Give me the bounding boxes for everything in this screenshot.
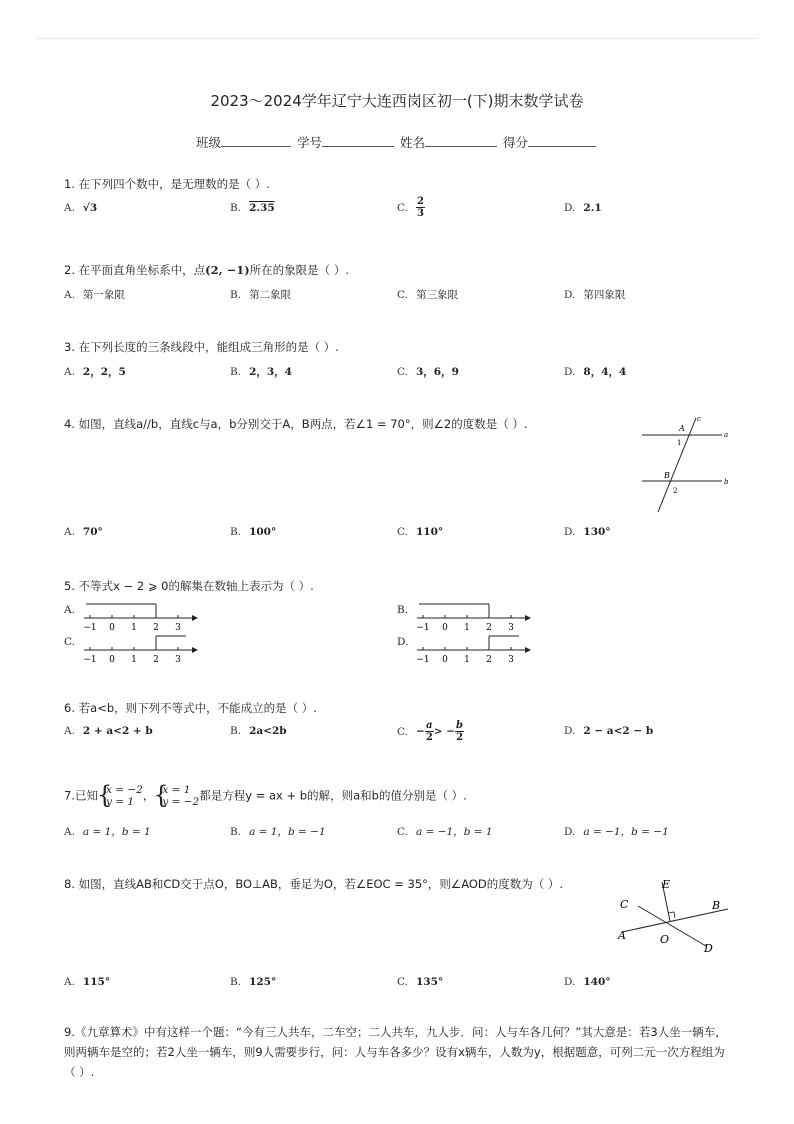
axis-arrow bbox=[525, 615, 531, 621]
q1-option-b[interactable]: B. 2.35 bbox=[230, 202, 275, 214]
question-number: 3. bbox=[64, 340, 75, 354]
score-field[interactable] bbox=[528, 134, 596, 147]
question-stem: 如图，直线a//b，直线c与a，b分别交于A，B两点，若∠1 = 70°，则∠2的度数是（ ）. bbox=[78, 417, 528, 431]
question-stem: 《九章算术》中有这样一个题：“今有三人共车，二车空；二人共车，九人步．问：人与车各几何？”其大意是：若3人坐一辆车，则两辆车是空的；若2人坐一辆车，则9人需要步行，问：人与车各多少？设有x辆车，人数为y，根据题意，可列二元一次方程组为（ ）. bbox=[64, 1025, 727, 1079]
question-4 bbox=[64, 416, 528, 432]
q4-option-d[interactable]: D. 130° bbox=[564, 526, 611, 538]
option-value: 135° bbox=[416, 976, 444, 988]
question-number: 8. bbox=[64, 877, 75, 891]
q5-number-line-c bbox=[80, 632, 200, 666]
option-value: a = −1，b = 1 bbox=[416, 826, 493, 838]
q7-option-b[interactable]: B. a = 1，b = −1 bbox=[230, 826, 326, 838]
q1-option-d[interactable]: D. 2.1 bbox=[564, 202, 602, 214]
question-stem: 不等式x − 2 ⩾ 0的解集在数轴上表示为（ ）. bbox=[78, 579, 314, 593]
student-info-row bbox=[0, 133, 794, 151]
q7-option-a[interactable]: A. a = 1，b = 1 bbox=[64, 826, 151, 838]
label-1: 1 bbox=[677, 439, 682, 447]
tick-label: 0 bbox=[442, 655, 448, 665]
axis-arrow bbox=[192, 647, 198, 653]
label-2: 2 bbox=[673, 487, 678, 495]
question-2 bbox=[64, 262, 349, 278]
fraction: $\frac{2}{3}$ bbox=[417, 196, 424, 219]
student-id-field[interactable] bbox=[322, 134, 394, 147]
question-number: 5. bbox=[64, 579, 75, 593]
question-number: 6. bbox=[64, 701, 75, 715]
option-value: 第一象限 bbox=[82, 289, 125, 301]
q5-option-a[interactable]: A. bbox=[64, 604, 75, 616]
label-O: O bbox=[660, 933, 670, 946]
question-6 bbox=[64, 700, 317, 716]
option-value: 3，6，9 bbox=[416, 366, 459, 378]
option-value: 2.1 bbox=[583, 202, 602, 214]
q6-option-d[interactable]: D. 2 − a<2 − b bbox=[564, 725, 654, 737]
label-A: A bbox=[618, 929, 626, 942]
q1-option-c[interactable]: C. $\frac{2}{3}$ bbox=[397, 196, 424, 219]
q6-option-a[interactable]: A. 2 + a<2 + b bbox=[64, 725, 153, 737]
tick-label: 0 bbox=[109, 655, 115, 665]
name-field[interactable] bbox=[425, 134, 497, 147]
option-value: 2 + a<2 + b bbox=[82, 725, 153, 737]
question-stem-post: 所在的象限是（ ）. bbox=[249, 263, 349, 277]
tick-label: −1 bbox=[83, 655, 97, 665]
label-a: a bbox=[724, 431, 729, 439]
label-B: B bbox=[712, 899, 721, 912]
question-stem: 若a<b，则下列不等式中，不能成立的是（ ）. bbox=[78, 701, 317, 715]
equation-system-2: { x = 1 y = −2 bbox=[153, 781, 200, 809]
option-value: 100° bbox=[249, 526, 277, 538]
tick-label: −1 bbox=[416, 655, 430, 665]
question-1 bbox=[64, 176, 270, 192]
question-number: 2. bbox=[64, 263, 75, 277]
option-value: a = −1，b = −1 bbox=[583, 826, 669, 838]
option-value: 140° bbox=[583, 976, 611, 988]
student-id-label: 学号 bbox=[296, 135, 322, 150]
option-value: 110° bbox=[416, 526, 444, 538]
option-value: 第二象限 bbox=[249, 289, 292, 301]
q5-option-b[interactable]: B. bbox=[397, 604, 409, 616]
question-number: 7. bbox=[64, 788, 75, 803]
option-value: 2 − a<2 − b bbox=[583, 725, 654, 737]
option-value: 第三象限 bbox=[416, 289, 458, 301]
tick-label: 2 bbox=[153, 655, 159, 665]
q2-option-d[interactable]: D. 第四象限 bbox=[564, 289, 626, 301]
fraction-a-over-2: $\frac{a}{2}$ bbox=[425, 720, 433, 743]
tick-label: 3 bbox=[508, 623, 514, 633]
option-value: a = 1，b = −1 bbox=[249, 826, 326, 838]
option-value: 2.35 bbox=[249, 202, 275, 214]
question-stem-post: 都是方程y = ax + b的解，则a和b的值分别是（ ）. bbox=[199, 788, 467, 803]
tick-label: 2 bbox=[486, 623, 492, 633]
option-value: 70° bbox=[82, 526, 103, 538]
question-9 bbox=[64, 1022, 730, 1082]
question-stem-pre: 在平面直角坐标系中，点 bbox=[78, 263, 206, 277]
question-3 bbox=[64, 339, 339, 355]
minus-sign: − bbox=[416, 725, 425, 738]
line-ab bbox=[622, 909, 728, 932]
page-title: 2023～2024学年辽宁大连西岗区初一(下)期末数学试卷 bbox=[210, 92, 584, 110]
q5-option-d[interactable]: D. bbox=[397, 636, 409, 648]
q2-option-a[interactable]: A. 第一象限 bbox=[64, 289, 125, 301]
question-5 bbox=[64, 578, 314, 594]
tick-label: 1 bbox=[464, 655, 470, 665]
label-E: E bbox=[662, 878, 671, 891]
q4-option-b[interactable]: B. 100° bbox=[230, 526, 277, 538]
axis-arrow bbox=[192, 615, 198, 621]
option-value: 125° bbox=[249, 976, 277, 988]
q6-option-b[interactable]: B. 2a<2b bbox=[230, 725, 287, 737]
q5-number-line-a bbox=[80, 600, 200, 634]
q4-option-a[interactable]: A. 70° bbox=[64, 526, 103, 538]
separator: ， bbox=[142, 788, 155, 803]
axis-arrow bbox=[525, 647, 531, 653]
tick-label: 3 bbox=[508, 655, 514, 665]
tick-label: 3 bbox=[175, 655, 181, 665]
q5-option-c[interactable]: C. bbox=[64, 636, 75, 648]
parallel-lines-figure bbox=[636, 412, 732, 516]
q8-option-b[interactable]: B. 125° bbox=[230, 976, 277, 988]
class-field[interactable] bbox=[221, 134, 291, 147]
class-label: 班级 bbox=[195, 135, 221, 150]
tick-label: 0 bbox=[109, 623, 115, 633]
q2-option-b[interactable]: B. 第二象限 bbox=[230, 289, 292, 301]
option-value: 2，2，5 bbox=[82, 366, 126, 378]
label-c: c bbox=[697, 415, 701, 423]
question-number: 9. bbox=[64, 1025, 75, 1039]
option-value: 8，4，4 bbox=[583, 366, 627, 378]
q4-option-c[interactable]: C. 110° bbox=[397, 526, 444, 538]
tick-label: 2 bbox=[486, 655, 492, 665]
tick-label: 1 bbox=[131, 623, 137, 633]
tick-label: 0 bbox=[442, 623, 448, 633]
label-b: b bbox=[724, 478, 729, 486]
intersecting-lines-figure bbox=[610, 872, 740, 962]
header-divider bbox=[36, 38, 758, 39]
question-stem: 在下列四个数中，是无理数的是（ ）. bbox=[78, 177, 270, 191]
question-number: 1. bbox=[64, 177, 75, 191]
q3-option-d[interactable]: D. 8，4，4 bbox=[564, 366, 627, 378]
question-stem: 在下列长度的三条线段中，能组成三角形的是（ ）. bbox=[78, 340, 339, 354]
q7-option-d[interactable]: D. a = −1，b = −1 bbox=[564, 826, 669, 838]
q5-number-line-d bbox=[413, 632, 533, 666]
label-D: D bbox=[704, 942, 713, 955]
option-value: 115° bbox=[82, 976, 111, 988]
option-value: 130° bbox=[583, 526, 611, 538]
tick-label: 1 bbox=[131, 655, 137, 665]
question-stem-pre: 已知 bbox=[74, 788, 98, 803]
tick-label: −1 bbox=[83, 623, 97, 633]
label-C: C bbox=[620, 898, 629, 911]
point-coordinate: (2, −1) bbox=[205, 263, 250, 277]
name-label: 姓名 bbox=[399, 135, 425, 150]
q7-option-c[interactable]: C. a = −1，b = 1 bbox=[397, 826, 493, 838]
tick-label: −1 bbox=[416, 623, 430, 633]
q8-option-c[interactable]: C. 135° bbox=[397, 976, 444, 988]
question-7 bbox=[64, 781, 467, 809]
tick-label: 3 bbox=[175, 623, 181, 633]
comparison: > − bbox=[433, 725, 456, 738]
question-8 bbox=[64, 876, 563, 892]
option-value: 2a<2b bbox=[249, 725, 287, 737]
score-label: 得分 bbox=[502, 135, 528, 150]
q5-number-line-b bbox=[413, 600, 533, 634]
q2-option-c[interactable]: C. 第三象限 bbox=[397, 289, 458, 301]
q1-option-a[interactable]: A. √3 bbox=[64, 202, 98, 214]
question-stem: 如图，直线AB和CD交于点O，BO⊥AB，垂足为O，若∠EOC = 35°，则∠AOD的度数为（ ）. bbox=[78, 877, 564, 891]
label-A: A bbox=[679, 424, 685, 433]
line-c bbox=[658, 418, 696, 512]
question-number: 4. bbox=[64, 417, 75, 431]
q3-option-c[interactable]: C. 3，6，9 bbox=[397, 366, 459, 378]
equation-system-1: { x = −2 y = 1 bbox=[96, 781, 143, 809]
option-value: √3 bbox=[82, 202, 98, 214]
option-value: 2，3，4 bbox=[249, 366, 292, 378]
q8-option-a[interactable]: A. 115° bbox=[64, 976, 111, 988]
tick-label: 1 bbox=[464, 623, 470, 633]
fraction-b-over-2: $\frac{b}{2}$ bbox=[456, 720, 464, 743]
tick-label: 2 bbox=[153, 623, 159, 633]
q3-option-a[interactable]: A. 2，2，5 bbox=[64, 366, 126, 378]
option-value: a = 1，b = 1 bbox=[82, 826, 151, 838]
q3-option-b[interactable]: B. 2，3，4 bbox=[230, 366, 292, 378]
q6-option-c[interactable]: C. − $\frac{a}{2}$ > − $\frac{b}{2}$ bbox=[397, 720, 464, 743]
q8-option-d[interactable]: D. 140° bbox=[564, 976, 611, 988]
option-value: 第四象限 bbox=[583, 289, 626, 301]
label-B: B bbox=[664, 471, 670, 480]
